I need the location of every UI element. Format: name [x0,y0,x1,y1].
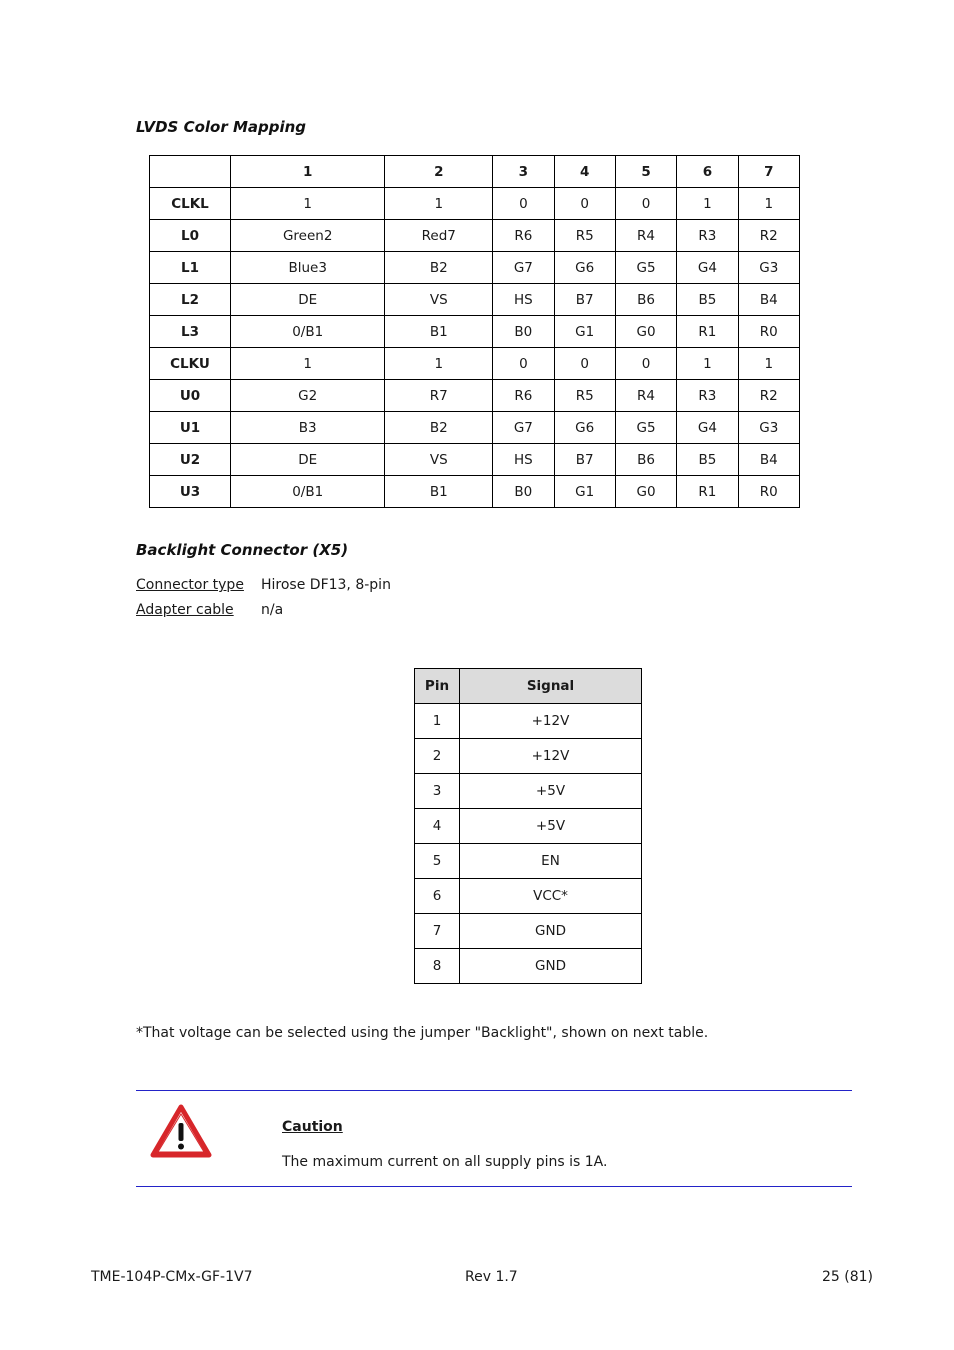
table-cell: 0 [615,348,676,380]
table-cell: G7 [493,412,554,444]
pin-number-cell: 4 [415,809,460,844]
table-cell: G1 [554,476,615,508]
table-row [415,739,642,774]
signal-column-header: Signal [460,669,642,704]
table-cell: R1 [677,316,738,348]
footer-page-number: 25 (81) [821,1269,873,1285]
table-cell: R3 [677,220,738,252]
table-row [415,774,642,809]
voltage-footnote: *That voltage can be selected using the jumper "Backlight", shown on next table. [136,1025,709,1041]
row-header: U1 [150,412,231,444]
pin-number-cell: 6 [415,879,460,914]
table-cell: B0 [493,476,554,508]
table-cell: G4 [677,252,738,284]
lvds-color-mapping-table [149,155,800,508]
table-row [150,252,800,284]
pin-number-cell: 1 [415,704,460,739]
table-cell: G1 [554,316,615,348]
table-cell: G3 [738,252,799,284]
table-cell: B1 [385,476,493,508]
table-row [150,188,800,220]
connector-type-label: Connector type [136,577,244,593]
column-header: 5 [615,156,676,188]
table-cell: Green2 [231,220,385,252]
footer-revision: Rev 1.7 [465,1269,518,1285]
table-cell: VS [385,444,493,476]
table-cell: DE [231,444,385,476]
caution-text: The maximum current on all supply pins is 1A. [282,1154,608,1170]
column-header: 1 [231,156,385,188]
caution-bottom-rule [136,1186,852,1187]
pin-number-cell: 8 [415,949,460,984]
table-cell: 0 [493,188,554,220]
table-cell: 0/B1 [231,316,385,348]
table-cell: Red7 [385,220,493,252]
table-cell: B2 [385,252,493,284]
pin-column-header: Pin [415,669,460,704]
lvds-color-mapping-heading: LVDS Color Mapping [136,118,307,136]
table-row [150,380,800,412]
table-cell: G4 [677,412,738,444]
table-cell: B6 [615,444,676,476]
table-corner-cell [150,156,231,188]
table-row [150,316,800,348]
table-cell: VS [385,284,493,316]
table-cell: R0 [738,316,799,348]
adapter-cable-label: Adapter cable [136,602,234,618]
table-cell: G3 [738,412,799,444]
row-header: U3 [150,476,231,508]
table-cell: HS [493,444,554,476]
pin-number-cell: 5 [415,844,460,879]
table-row [415,809,642,844]
table-cell: R5 [554,220,615,252]
backlight-pinout-table [414,668,642,984]
row-header: CLKL [150,188,231,220]
table-row [150,220,800,252]
table-cell: 0 [554,188,615,220]
adapter-cable-row [136,602,283,618]
table-cell: 0/B1 [231,476,385,508]
table-cell: B0 [493,316,554,348]
table-row [415,844,642,879]
table-cell: 1 [385,348,493,380]
signal-cell: +12V [460,704,642,739]
row-header: L3 [150,316,231,348]
pin-number-cell: 3 [415,774,460,809]
warning-triangle-icon [150,1104,212,1158]
adapter-cable-value: n/a [261,602,284,618]
row-header: U2 [150,444,231,476]
table-cell: R0 [738,476,799,508]
backlight-connector-heading: Backlight Connector (X5) [136,541,349,559]
pin-number-cell: 7 [415,914,460,949]
footer-document-id: TME-104P-CMx-GF-1V7 [91,1269,253,1285]
table-header-row [415,669,642,704]
signal-cell: GND [460,914,642,949]
table-cell: 1 [231,348,385,380]
table-cell: G0 [615,316,676,348]
table-cell: 1 [677,348,738,380]
table-cell: Blue3 [231,252,385,284]
table-row [150,284,800,316]
table-cell: G5 [615,252,676,284]
table-cell: B6 [615,284,676,316]
table-header-row [150,156,800,188]
table-row [150,476,800,508]
table-cell: 1 [231,188,385,220]
table-cell: B5 [677,284,738,316]
table-cell: R2 [738,220,799,252]
table-cell: R7 [385,380,493,412]
table-cell: B7 [554,284,615,316]
table-cell: B4 [738,284,799,316]
table-cell: G5 [615,412,676,444]
table-cell: 1 [677,188,738,220]
table-row [150,348,800,380]
signal-cell: +12V [460,739,642,774]
table-row [415,949,642,984]
signal-cell: +5V [460,774,642,809]
table-row [415,704,642,739]
table-cell: 1 [738,188,799,220]
table-cell: 0 [615,188,676,220]
table-cell: R5 [554,380,615,412]
table-row [415,879,642,914]
row-header: CLKU [150,348,231,380]
signal-cell: +5V [460,809,642,844]
connector-type-row [136,577,391,593]
table-cell: 1 [738,348,799,380]
table-cell: R4 [615,220,676,252]
column-header: 7 [738,156,799,188]
row-header: U0 [150,380,231,412]
table-cell: R6 [493,380,554,412]
caution-top-rule [136,1090,852,1091]
connector-type-value: Hirose DF13, 8-pin [261,577,391,593]
caution-title: Caution [282,1119,343,1135]
table-cell: G0 [615,476,676,508]
row-header: L2 [150,284,231,316]
table-cell: R6 [493,220,554,252]
table-cell: G7 [493,252,554,284]
pin-number-cell: 2 [415,739,460,774]
table-cell: HS [493,284,554,316]
column-header: 2 [385,156,493,188]
table-cell: 0 [554,348,615,380]
column-header: 4 [554,156,615,188]
table-cell: B1 [385,316,493,348]
column-header: 6 [677,156,738,188]
signal-cell: EN [460,844,642,879]
table-cell: B4 [738,444,799,476]
table-cell: R3 [677,380,738,412]
signal-cell: GND [460,949,642,984]
table-cell: B3 [231,412,385,444]
signal-cell: VCC* [460,879,642,914]
column-header: 3 [493,156,554,188]
table-row [150,444,800,476]
row-header: L1 [150,252,231,284]
table-cell: 1 [385,188,493,220]
table-cell: B7 [554,444,615,476]
table-cell: B5 [677,444,738,476]
table-cell: B2 [385,412,493,444]
table-cell: R2 [738,380,799,412]
table-row [150,412,800,444]
table-cell: G2 [231,380,385,412]
table-cell: G6 [554,252,615,284]
table-cell: R1 [677,476,738,508]
row-header: L0 [150,220,231,252]
table-cell: 0 [493,348,554,380]
table-row [415,914,642,949]
table-cell: DE [231,284,385,316]
table-cell: R4 [615,380,676,412]
table-cell: G6 [554,412,615,444]
